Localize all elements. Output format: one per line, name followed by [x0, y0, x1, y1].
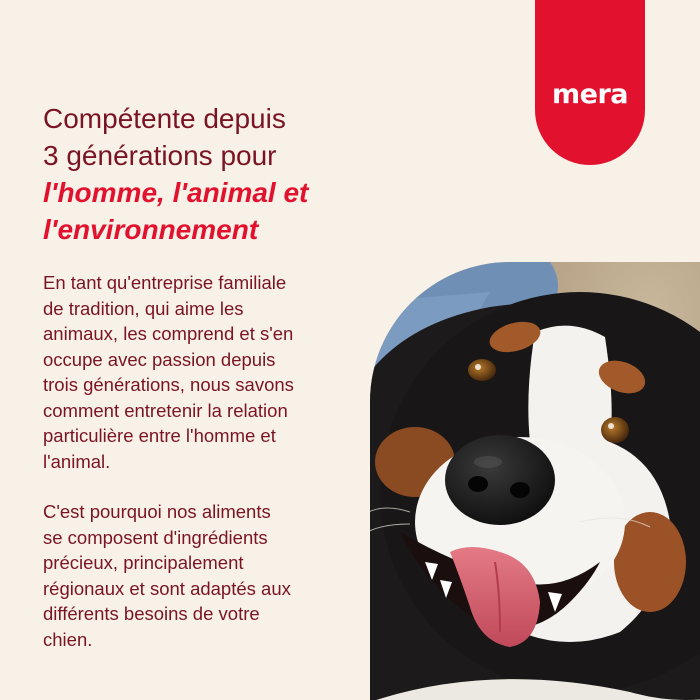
paragraph-2-line: régionaux et sont adaptés aux	[43, 577, 291, 599]
brand-logo: mera	[552, 79, 628, 110]
headline-line-2: 3 générations pour	[43, 140, 277, 171]
headline-line-1: Compétente depuis	[43, 103, 286, 134]
headline-accent-line-1: l'homme, l'animal et	[43, 177, 309, 208]
bernese-dog-illustration	[370, 262, 700, 700]
paragraph-2-line: chien.	[43, 628, 93, 650]
paragraph-2-line: différents besoins de votre	[43, 603, 260, 624]
paragraph-1-line: de tradition, qui aime les	[43, 297, 244, 319]
brand-logo-tab	[535, 0, 645, 165]
body-copy	[43, 270, 373, 652]
paragraph-1-line: particulière entre l'homme et	[43, 425, 276, 446]
paragraph-1-line: En tant qu'entreprise familiale	[43, 272, 287, 293]
paragraph-2-line: C'est pourquoi nos aliments	[43, 501, 271, 522]
paragraph-1-line: animaux, les comprend et s'en	[43, 323, 294, 344]
paragraph-spacer	[43, 474, 373, 499]
paragraph-1-line: l'animal.	[43, 450, 111, 472]
paragraph-1-line: comment entretenir la relation	[43, 399, 288, 421]
paragraph-1-line: occupe avec passion depuis	[43, 348, 276, 370]
paragraph-1	[43, 270, 373, 474]
paragraph-2-line: se composent d'ingrédients	[43, 526, 268, 548]
paragraph-2-line: précieux, principalement	[43, 552, 244, 573]
paragraph-2	[43, 499, 373, 652]
headline	[43, 100, 373, 248]
dog-photo	[370, 262, 700, 700]
headline-accent-line-2: l'environnement	[43, 214, 259, 245]
paragraph-1-line: trois générations, nous savons	[43, 374, 294, 395]
